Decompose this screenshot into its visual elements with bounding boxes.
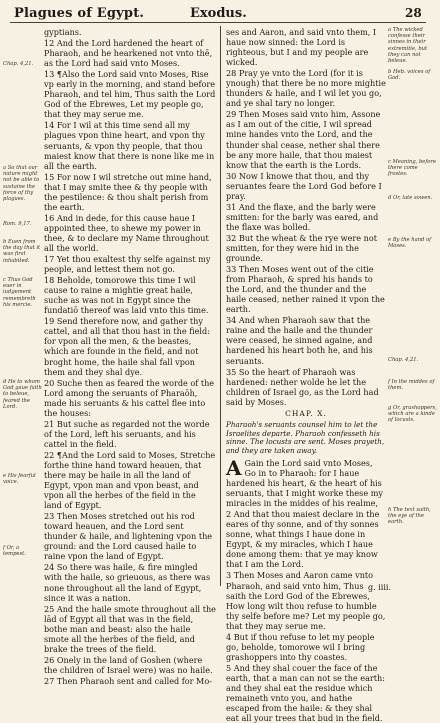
verse: gyptians. (44, 27, 82, 37)
verse: 2 And that thou maiest declare in the eares of thy sonne, and of thy sonnes sonne, what things I haue done in Egypt, & my miracles, which I haue done among them: that ye may know that I am the Lord. (226, 509, 380, 570)
margin-note: d Or, late sowen. (388, 195, 433, 201)
verse: 19 Send therefore now, and gather thy cattel, and all that thou hast in the field: for vpon all the men, & the beastes, which are founde in the field, and not broght home, the haile shal fall vpon them and they shal dye. (44, 316, 210, 377)
verse: 22 ¶And the Lord said to Moses, Stretche forthe thine hand toward heauen, that there may be haile in all the land of Egypt, vpon man and vpon beast, and vpon all the herbes of the field in the land of Egypt. (44, 449, 216, 511)
right-margin-notes (388, 27, 438, 584)
verse: 4 But if thou refuse to let my people go, beholde, tomorowe wil I bring grashoppers into thy coastes. (226, 631, 375, 662)
column-divider (220, 26, 221, 586)
running-head-title: Plagues of Egypt. (14, 6, 145, 21)
verse: 30 Now I knowe that thou, and thy seruantes feare the Lord God before I pray. (226, 170, 382, 201)
margin-note: d He to whom God gaue faith to beleue, feared the Lord. (3, 379, 42, 410)
verse: 24 So there was haile, & fire mingled with the haile, so grieuous, as there was none throughout all the land of Egypt, since it was a nation. (44, 562, 211, 603)
running-head-book: Exodus. (190, 6, 247, 21)
verse: 35 So the heart of Pharaoh was hardened: nether wolde he let the children of Israel go, as the Lord had said by Moses. (226, 366, 379, 407)
margin-note: Chap. 4,21. (388, 357, 419, 363)
margin-note: Rom. 9,17. (3, 221, 32, 227)
margin-note: c Meaning, before there come frostes. (388, 159, 436, 178)
drop-cap: A (226, 455, 242, 480)
verse: 23 Then Moses stretched out his rod toward heauen, and the Lord sent thunder & haile, and lightening vpon the ground: and the Lord caused haile to raine vpon the land of Egypt. (44, 511, 213, 562)
verse: 26 Onely in the land of Goshen (where the children of Israel were) was no haile. (44, 654, 213, 675)
verse-first (226, 455, 386, 509)
page-number: 28 (405, 6, 422, 20)
margin-note: b Heb. voices of God. (388, 69, 431, 82)
verse: 12 And the Lord hardened the heart of Pharaoh, and he hearkened not vnto thē, as the Lord had said vnto Moses. (44, 38, 213, 69)
margin-note: Chap. 4,21. (3, 61, 34, 67)
margin-note: c Thus God euer in iudgement remembreth his mercie. (3, 277, 36, 308)
verse: ses and Aaron, and said vnto them, I haue now sinned: the Lord is righteous, but I and my people are wicked. (226, 27, 377, 68)
verse: 25 And the haile smote throughout all the lād of Egypt all that was in the field, bothe man and beast: also the haile smote all the herbes of the field, and brake the trees of the field. (44, 603, 216, 654)
verse-text: Gain the Lord said vnto Moses, Go in to Pharaoh: for I haue hardened his heart, & the heart of his seruants, that I might worke these my miracles in the middes of his realme, (226, 457, 383, 509)
margin-note: e By the hand of Moses. (388, 237, 432, 250)
verse: 18 Beholde, tomorowe this time I wil cause to raine a mightie great haile, suche as was not in Egypt since the fundatiō thereof was laid vnto this time. (44, 275, 209, 316)
verse: 28 Pray ye vnto the Lord (for it is ynough) that there be no more mightie thunders & haile, and I wil let you go, and ye shal tary no longer. (226, 68, 386, 109)
header-rule (10, 22, 426, 23)
verse: 20 Suche then as feared the worde of the Lord among the seruants of Pharaōh, made his seruants & his cattel flee into the houses: (44, 377, 215, 418)
chapter-argument: Pharaoh's seruants counsel him to let the Israelites departe. Pharaoh confesseth his sinne. The locusts are sent. Moses prayeth, and they are taken away. (226, 419, 385, 456)
verse: 13 ¶Also the Lord said vnto Moses, Rise vp early in the morning, and stand before Pharaoh, and tel him, Thus saith the Lord God of the Ebrewes, Let my people go, that they may serue me. (44, 69, 216, 120)
verse: 34 And when Pharaoh saw that the raine and the haile and the thunder were ceased, he sinned againe, and hardened his heart both he, and his seruants. (226, 315, 373, 366)
verse: 21 But suche as regarded not the worde of the Lord, left his seruants, and his cattel in the field. (44, 418, 210, 449)
verse: 32 But the wheat & the rye were not smitten, for they were hid in the grounde. (226, 232, 377, 264)
margin-note: h The text saith, the eye of the earth. (388, 507, 431, 526)
signature-mark: g. iiii. (368, 583, 391, 592)
margin-note: f In the middes of them. (388, 379, 435, 392)
left-margin-notes (3, 27, 42, 584)
verse: 15 For now I wil stretche out mine hand, that I may smite thee & thy people with the pestilence: & thou shalt perish from the earth. (44, 171, 212, 212)
margin-note: e His fearful voice. (3, 473, 36, 486)
verse: 17 Yet thou exaltest thy selfe against my people, and lettest them not go. (44, 254, 211, 275)
margin-note: b Euen from the day that it was first inhabited. (3, 239, 41, 264)
margin-note: g Or, grashoppers, which are a kinde of locusts. (388, 405, 437, 424)
chapter-heading: CHAP. X. (285, 408, 327, 418)
verse: 33 Then Moses went out of the citie from Pharaoh, & spred his hands to the Lord, and the thunder and the haile ceased, nether rained it vpon the earth. (226, 264, 385, 315)
verse: 5 And they shal couer the face of the earth, that a man can not se the earth: and they shal eat the residue which remaineth vnto you, and hathe escaped from the haile: & they shal eat all your trees that bud in the field. (226, 662, 385, 723)
verse: 14 For I wil at this time send all my plagues vpon thine heart, and vpon thy seruants, & vpon thy people, that thou maiest know that there is none like me in all the earth. (44, 120, 215, 171)
verse: 31 And the flaxe, and the barly were smitten: for the barly was eared, and the flaxe was bolled. (226, 201, 379, 232)
verse: 29 Then Moses said vnto him, Assone as I am out of the citie, I wil spread mine handes vnto the Lord, and the thunder shal cease, nether shal there be any more haile, that thou maiest know that the earth is the Lords. (226, 109, 381, 170)
left-column (44, 27, 216, 686)
margin-note: f Or, a tempest. (3, 545, 26, 558)
verse: 27 Then Pharaoh sent and called for Mo- (44, 675, 212, 686)
verse: 16 And in dede, for this cause haue I appointed thee, to shewe my power in thee, & to declare my Name throughout all the world. (44, 212, 209, 253)
margin-note: a So that our nature might not be able to sustaine the force of thy plagues. (3, 165, 40, 203)
verse: 3 Then Moses and Aaron came vnto Pharaoh, and said vnto him, Thus saith the Lord God of the Ebrewes, How long wilt thou refuse to humble thy selfe before me? Let my people go, that they may serue me. (226, 570, 386, 631)
margin-note: a The wicked confesse their sinnes in their extremitie, but they can not beleue. (388, 27, 428, 65)
